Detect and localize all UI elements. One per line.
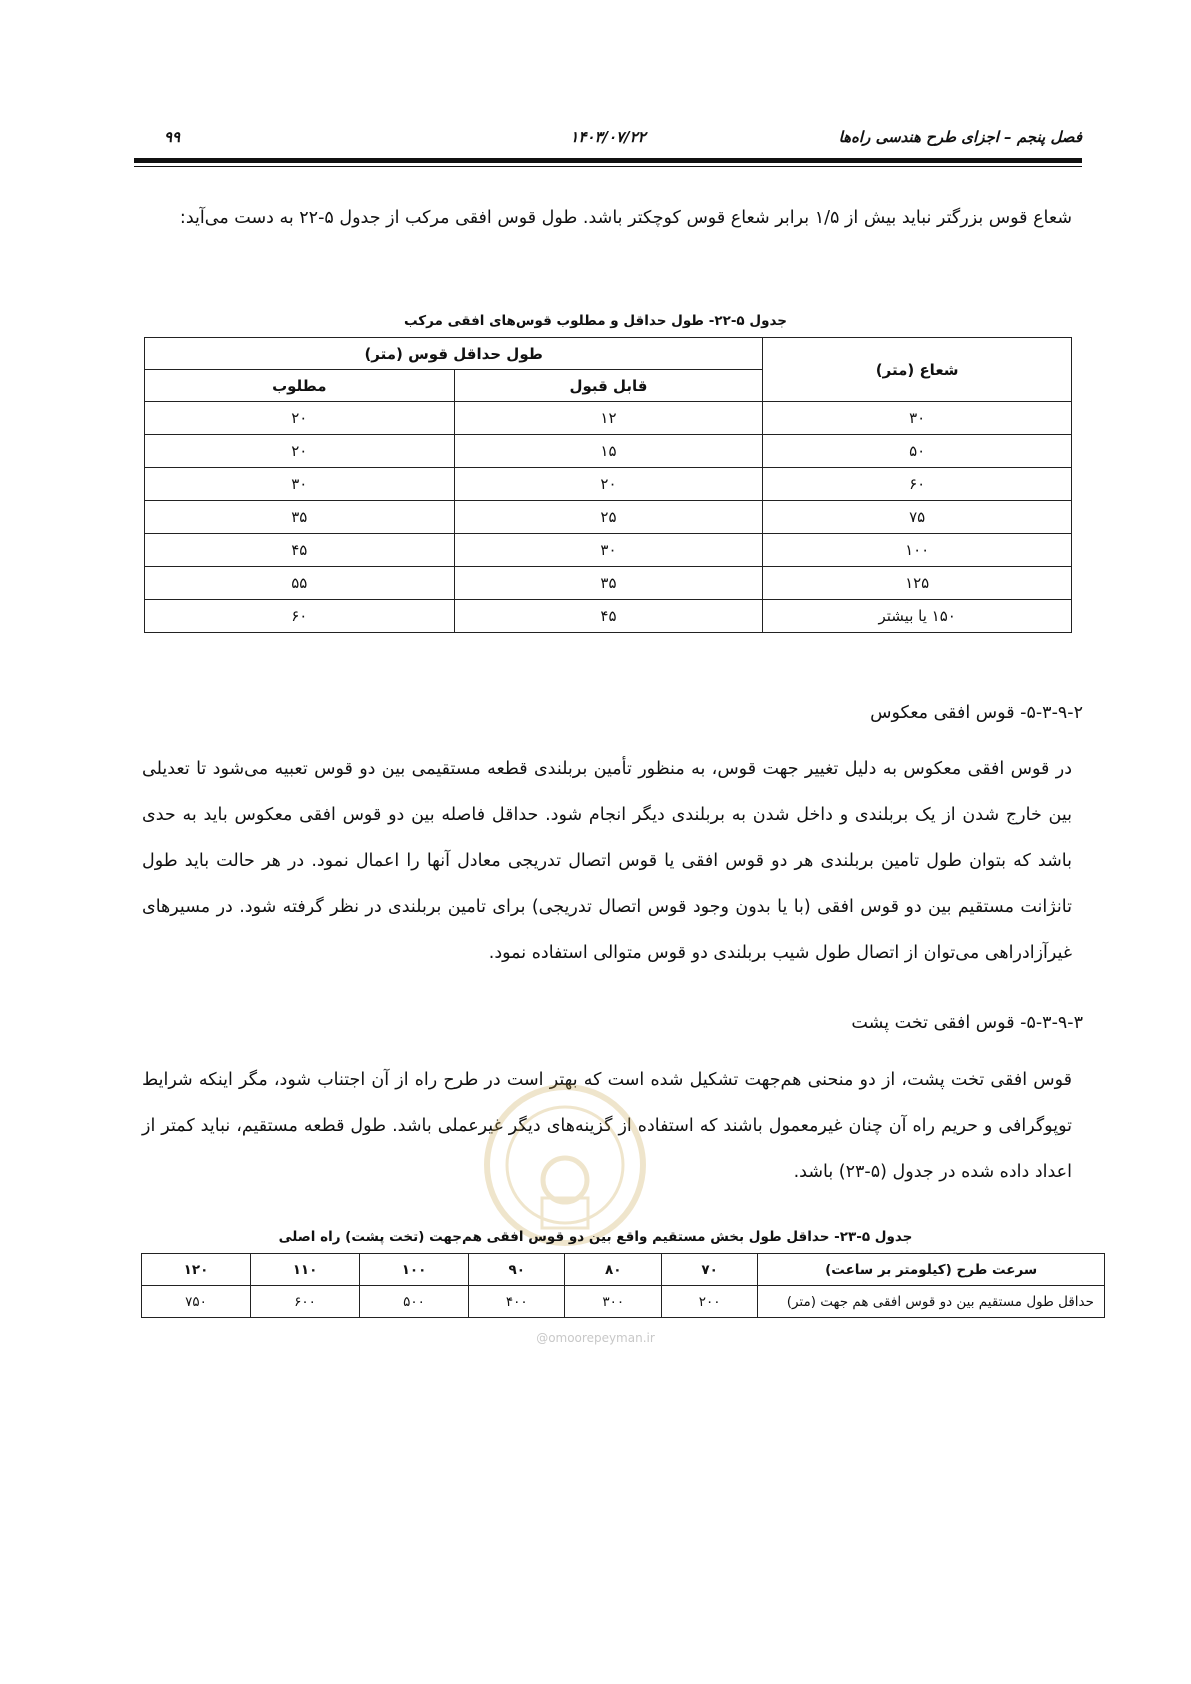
table-row: [145, 567, 1072, 600]
row-label-design-speed: سرعت طرح (کیلومتر بر ساعت): [758, 1254, 1105, 1286]
header-min-length-group: طول حداقل قوس (متر): [145, 338, 763, 370]
cell-desired: ۲۰: [145, 402, 455, 435]
table-row: [145, 600, 1072, 633]
section-heading-broken-back-curve: ۵-۳-۹-۳- قوس افقی تخت پشت: [851, 1013, 1083, 1033]
header-rule-thick: [134, 158, 1082, 163]
table-row: [145, 435, 1072, 468]
table-row: [145, 501, 1072, 534]
section-reverse-curve-paragraph: در قوس افقی معکوس به دلیل تغییر جهت قوس، به منظور تأمین بربلندی قطعه مستقیمی بین دو قوس تعبیه می‌شود تا تعدیلی بین خارج شدن از یک بربلندی و داخل شدن به بربلندی دیگر انجام شود. حداقل فاصله بین دو قوس افقی معکوس باید به حدی باشد که بتوان طول تامین بربلندی هر دو قوس افقی یا قوس اتصال تدریجی معادل آنها را اعمال نمود. در هر حالت باید طول تانژانت مستقیم بین دو قوس افقی (با یا بدون وجود قوس اتصال تدریجی) برای تامین بربلندی در نظر گرفته شود. در مسیرهای غیرآزادراهی می‌توان از اتصال طول شیب بربلندی دو قوس متوالی استفاده نمود.: [142, 759, 1072, 963]
cell-desired: ۳۰: [145, 468, 455, 501]
cell-radius: ۷۵: [763, 501, 1072, 534]
cell-desired: ۴۵: [145, 534, 455, 567]
table22-caption: جدول ۵-۲۲- طول حداقل و مطلوب قوس‌های افقی مرکب: [403, 313, 788, 329]
table-row: [145, 468, 1072, 501]
page-header: [134, 128, 1082, 150]
cell-radius: ۱۵۰ یا بیشتر: [763, 600, 1072, 633]
cell-acceptable: ۲۵: [454, 501, 763, 534]
cell-length: ۴۰۰: [469, 1286, 565, 1318]
intro-paragraph: شعاع قوس بزرگتر نباید بیش از ۱/۵ برابر شعاع قوس کوچکتر باشد. طول قوس افقی مرکب از جدول ۵-۲۲ به دست می‌آید:: [179, 208, 1072, 228]
cell-acceptable: ۱۲: [454, 402, 763, 435]
cell-acceptable: ۱۵: [454, 435, 763, 468]
cell-radius: ۱۲۵: [763, 567, 1072, 600]
header-desired: مطلوب: [145, 370, 455, 402]
cell-desired: ۳۵: [145, 501, 455, 534]
cell-speed: ۱۲۰: [142, 1254, 251, 1286]
table-row: [145, 402, 1072, 435]
watermark-text: @omoorepeyman.ir: [536, 1331, 655, 1345]
table-row: [145, 534, 1072, 567]
table23-caption: جدول ۵-۲۳- حداقل طول بخش مستقیم واقع بین دو قوس افقی هم‌جهت (تخت پشت) راه اصلی: [278, 1229, 913, 1245]
page-number: ۹۹: [164, 128, 181, 146]
section-heading-reverse-curve: ۵-۳-۹-۲- قوس افقی معکوس: [870, 703, 1083, 723]
table-compound-curve-lengths: [144, 337, 1072, 633]
cell-desired: ۵۵: [145, 567, 455, 600]
cell-desired: ۶۰: [145, 600, 455, 633]
table-row: [142, 1286, 1105, 1318]
cell-length: ۳۰۰: [565, 1286, 661, 1318]
cell-length: ۶۰۰: [251, 1286, 360, 1318]
cell-speed: ۸۰: [565, 1254, 661, 1286]
cell-acceptable: ۳۰: [454, 534, 763, 567]
row-label-min-length: حداقل طول مستقیم بین دو قوس افقی هم جهت (متر): [758, 1286, 1105, 1318]
header-date: ۱۴۰۳/۰۷/۲۲: [570, 128, 646, 146]
cell-acceptable: ۳۵: [454, 567, 763, 600]
cell-acceptable: ۴۵: [454, 600, 763, 633]
cell-length: ۵۰۰: [360, 1286, 469, 1318]
cell-radius: ۱۰۰: [763, 534, 1072, 567]
table-row: [142, 1254, 1105, 1286]
chapter-title: فصل پنجم – اجزای طرح هندسی راه‌ها: [838, 128, 1082, 146]
cell-length: ۲۰۰: [661, 1286, 757, 1318]
header-radius: شعاع (متر): [763, 338, 1072, 402]
header-acceptable: قابل قبول: [454, 370, 763, 402]
cell-speed: ۱۰۰: [360, 1254, 469, 1286]
cell-acceptable: ۲۰: [454, 468, 763, 501]
cell-radius: ۶۰: [763, 468, 1072, 501]
cell-radius: ۵۰: [763, 435, 1072, 468]
cell-radius: ۳۰: [763, 402, 1072, 435]
cell-desired: ۲۰: [145, 435, 455, 468]
cell-length: ۷۵۰: [142, 1286, 251, 1318]
cell-speed: ۹۰: [469, 1254, 565, 1286]
cell-speed: ۷۰: [661, 1254, 757, 1286]
table-broken-back-min-length: [141, 1253, 1105, 1318]
cell-speed: ۱۱۰: [251, 1254, 360, 1286]
header-rule-thin: [134, 166, 1082, 167]
section-broken-back-paragraph: قوس افقی تخت پشت، از دو منحنی هم‌جهت تشکیل شده است که بهتر است در طرح راه از آن اجتناب شود، مگر اینکه شرایط توپوگرافی و حریم راه آن چنان غیرمعمول باشند که استفاده از گزینه‌های دیگر غیرعملی باشد. طول قطعه مستقیم، نباید کمتر از اعداد داده شده در جدول (۵-۲۳) باشد.: [142, 1070, 1072, 1182]
